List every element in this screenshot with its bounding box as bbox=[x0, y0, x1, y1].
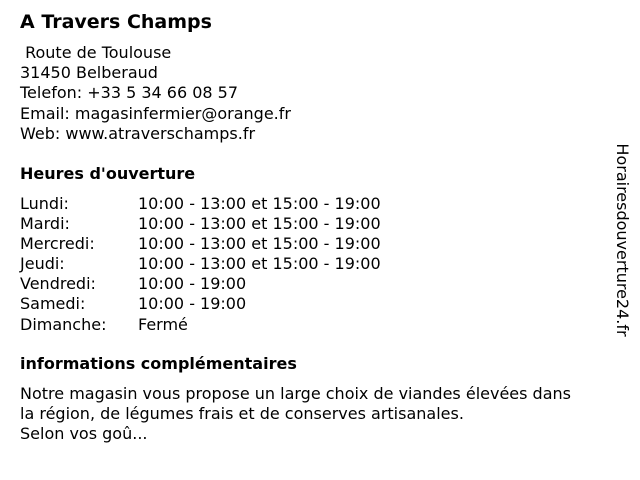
day-label: Mercredi: bbox=[20, 234, 95, 254]
time-value: 10:00 - 13:00 et 15:00 - 19:00 bbox=[138, 214, 381, 234]
website: Web: www.atraverschamps.fr bbox=[20, 123, 256, 143]
day-label: Vendredi: bbox=[20, 274, 96, 294]
day-label: Dimanche: bbox=[20, 314, 107, 334]
street: Route de Toulouse bbox=[20, 43, 172, 62]
email: Email: magasinfermier@orange.fr bbox=[20, 103, 291, 123]
info-heading: informations complémentaires bbox=[20, 354, 297, 373]
address-block bbox=[20, 43, 291, 144]
day-label: Lundi: bbox=[20, 194, 69, 213]
day-label: Samedi: bbox=[20, 294, 86, 314]
info-description bbox=[20, 384, 620, 444]
info-line: Selon vos goû... bbox=[20, 424, 148, 443]
time-value: 10:00 - 19:00 bbox=[138, 294, 247, 314]
info-line: Notre magasin vous propose un large choix de viandes élevées dans bbox=[20, 384, 571, 403]
hours-heading: Heures d'ouverture bbox=[20, 164, 196, 183]
day-label: Mardi: bbox=[20, 214, 70, 234]
info-line: la région, de légumes frais et de conserves artisanales. bbox=[20, 404, 464, 423]
time-value: Fermé bbox=[138, 314, 188, 334]
time-value: 10:00 - 19:00 bbox=[138, 274, 247, 294]
phone: Telefon: +33 5 34 66 08 57 bbox=[20, 83, 239, 103]
store-name: A Travers Champs bbox=[20, 11, 212, 33]
time-value: 10:00 - 13:00 et 15:00 - 19:00 bbox=[138, 194, 381, 213]
city: 31450 Belberaud bbox=[20, 63, 158, 83]
day-label: Jeudi: bbox=[20, 254, 65, 274]
time-value: 10:00 - 13:00 et 15:00 - 19:00 bbox=[138, 254, 381, 274]
watermark-text: Horairesdouverture24.fr bbox=[613, 143, 632, 337]
time-value: 10:00 - 13:00 et 15:00 - 19:00 bbox=[138, 234, 381, 254]
